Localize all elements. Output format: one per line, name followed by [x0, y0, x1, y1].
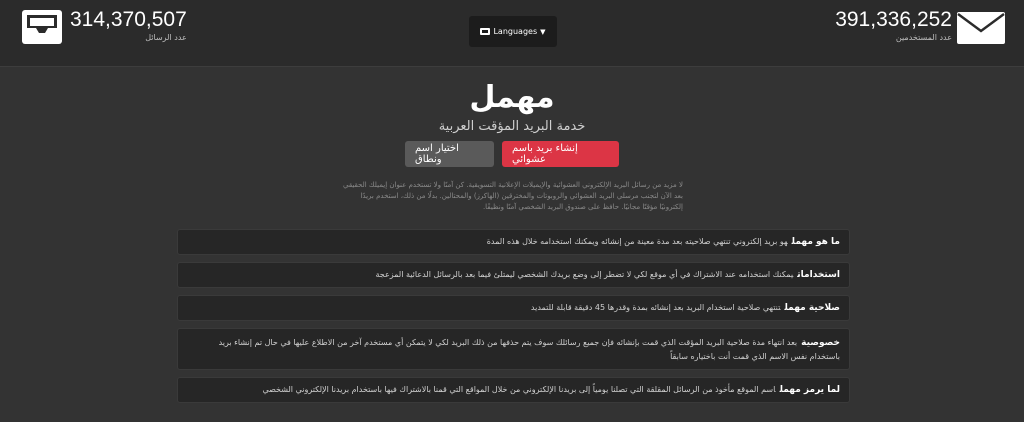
languages-label: Languages — [493, 27, 538, 36]
envelope-icon — [956, 8, 1006, 46]
card-text: اسم الموقع مأخوذ من الرسائل المقلقة التي تصلنا يومياً إلى بريدنا الإلكتروني من خلال المواقع التي قمنا بالاشتراك فيها باستخدام بريدنا الإلكتروني الشخصي — [262, 385, 776, 394]
card-title: لما يرمز مهمل — [779, 385, 840, 395]
hero-section — [0, 80, 1024, 136]
info-card — [177, 262, 850, 288]
caret-down-icon: ▼ — [540, 27, 546, 36]
top-stats-bar — [0, 0, 1024, 67]
service-description: لا مزيد من رسائل البريد الإلكتروني العشوائية والإيميلات الإعلانية التسويقية. كن آمنًا ولا تستخدم عنوان إيميلك الحقيقي بعد الآن لتجنب مرسلي البريد العشوائي والروبوتات والمخترقين (الهاكرز) والمحتالين. بدلًا من ذلك، استخدم بريدًا إلكترونيًا مؤقتًا مجانيًا. حافظ على صندوق البريد الشخصي آمنًا ونظيفًا. — [343, 181, 683, 211]
users-count: 391,336,252 — [835, 8, 952, 31]
site-subtitle: خدمة البريد المؤقت العربية — [438, 119, 586, 134]
create-buttons — [0, 141, 1024, 167]
languages-button[interactable] — [469, 16, 557, 47]
info-card — [177, 377, 850, 403]
messages-label: عدد الرسائل — [145, 33, 187, 42]
random-email-button[interactable]: إنشاء بريد باسم عشوائي — [502, 141, 619, 167]
inbox-tray-icon — [20, 8, 64, 46]
messages-count: 314,370,507 — [70, 8, 187, 31]
card-title: صلاحية مهمل — [784, 303, 840, 313]
card-title: استخدامات — [797, 270, 840, 280]
info-card — [177, 295, 850, 321]
info-cards — [177, 229, 850, 410]
card-title: ما هو مهمل — [791, 237, 840, 247]
card-text: تنتهي صلاحية استخدام البريد بعد إنشائه بمدة وقدرها 45 دقيقة قابلة للتمديد — [530, 303, 781, 312]
users-stat — [835, 8, 1006, 46]
messages-stat — [20, 8, 187, 46]
users-label: عدد المستخدمين — [895, 33, 952, 42]
card-title: خصوصية — [801, 337, 840, 348]
info-card — [177, 229, 850, 255]
card-text: يمكنك استخدامه عند الاشتراك في أي موقع لكي لا تضطر إلى وضع بريدك الشخصي ليمتلئ فيما بعد بالرسائل الدعائية المزعجة — [375, 270, 794, 279]
choose-name-domain-button[interactable]: اختيار اسم ونطاق — [405, 141, 494, 167]
info-card — [177, 328, 850, 370]
card-text: بعد انتهاء مدة صلاحية البريد المؤقت الذي قمت بإنشائه فإن جميع رسائلك سوف يتم حذفها من ذلك البريد لكي لا يتمكن أي مستخدم آخر من الاطلاع عليها في حال تم إنشاء بريد باستخدام نفس الاسم الذي قمت أنت باختياره سابقاً — [218, 337, 840, 361]
language-flag-icon — [480, 28, 490, 35]
site-logo: مهمل — [469, 80, 555, 115]
card-text: هو بريد إلكتروني تنتهي صلاحيته بعد مدة معينة من إنشائه ويمكنك استخدامه خلال هذه المدة — [486, 237, 788, 246]
